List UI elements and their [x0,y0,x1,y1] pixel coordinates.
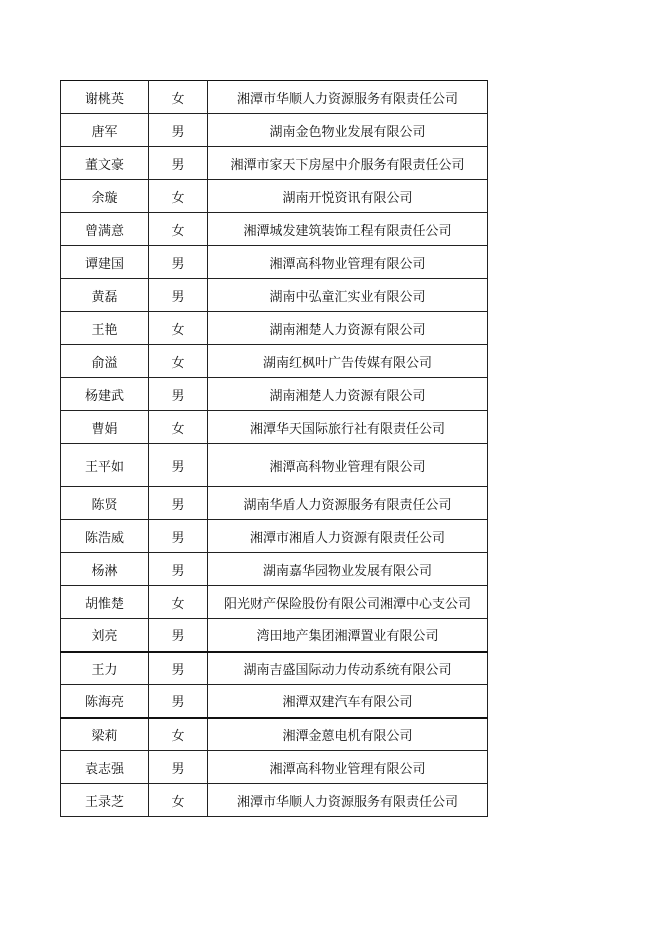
gender-cell: 男 [149,378,208,411]
gender-cell: 男 [149,487,208,520]
company-cell: 湘潭华天国际旅行社有限责任公司 [208,411,488,444]
person-name-cell: 曾满意 [61,213,149,246]
gender-cell: 女 [149,312,208,345]
person-name-cell: 曹娟 [61,411,149,444]
gender-cell: 男 [149,652,208,685]
company-cell: 湖南金色物业发展有限公司 [208,114,488,147]
table-row [61,751,488,784]
person-name-cell: 谢桃英 [61,81,149,114]
gender-cell: 男 [149,147,208,180]
company-cell: 湘潭市湘盾人力资源有限责任公司 [208,520,488,553]
gender-cell: 男 [149,114,208,147]
person-name-cell: 陈贤 [61,487,149,520]
person-name-cell: 王力 [61,652,149,685]
person-name-cell: 胡惟楚 [61,586,149,619]
table-row [61,81,488,114]
company-cell: 湘潭市家天下房屋中介服务有限责任公司 [208,147,488,180]
company-cell: 湖南吉盛国际动力传动系统有限公司 [208,652,488,685]
gender-cell: 女 [149,718,208,751]
gender-cell: 男 [149,246,208,279]
company-cell: 湘潭高科物业管理有限公司 [208,751,488,784]
person-name-cell: 董文豪 [61,147,149,180]
gender-cell: 女 [149,180,208,213]
gender-cell: 女 [149,213,208,246]
person-name-cell: 谭建国 [61,246,149,279]
company-cell: 湘潭市华顺人力资源服务有限责任公司 [208,81,488,114]
person-name-cell: 袁志强 [61,751,149,784]
person-name-cell: 王录芝 [61,784,149,817]
table-row [61,411,488,444]
company-cell: 湘潭高科物业管理有限公司 [208,246,488,279]
person-name-cell: 杨淋 [61,553,149,586]
company-cell: 湖南中弘童汇实业有限公司 [208,279,488,312]
person-name-cell: 杨建武 [61,378,149,411]
person-name-cell: 陈浩威 [61,520,149,553]
company-cell: 湾田地产集团湘潭置业有限公司 [208,619,488,652]
table-row [61,586,488,619]
person-name-cell: 黄磊 [61,279,149,312]
company-cell: 湘潭高科物业管理有限公司 [208,444,488,487]
table-row [61,652,488,685]
table-row [61,444,488,487]
person-name-cell: 梁莉 [61,718,149,751]
roster-table [60,80,488,817]
gender-cell: 男 [149,444,208,487]
table-row [61,147,488,180]
table-row [61,213,488,246]
gender-cell: 男 [149,553,208,586]
company-cell: 湖南湘楚人力资源有限公司 [208,312,488,345]
company-cell: 湖南嘉华园物业发展有限公司 [208,553,488,586]
person-name-cell: 刘亮 [61,619,149,652]
gender-cell: 女 [149,411,208,444]
company-cell: 湖南红枫叶广告传媒有限公司 [208,345,488,378]
roster-table-body [61,81,488,817]
gender-cell: 男 [149,619,208,652]
company-cell: 湖南湘楚人力资源有限公司 [208,378,488,411]
table-row [61,718,488,751]
company-cell: 湘潭金蒽电机有限公司 [208,718,488,751]
table-row [61,378,488,411]
person-name-cell: 唐军 [61,114,149,147]
person-name-cell: 余璇 [61,180,149,213]
company-cell: 湘潭城发建筑装饰工程有限责任公司 [208,213,488,246]
table-row [61,114,488,147]
person-name-cell: 王艳 [61,312,149,345]
gender-cell: 女 [149,345,208,378]
table-row [61,345,488,378]
company-cell: 湘潭双建汽车有限公司 [208,685,488,718]
gender-cell: 女 [149,81,208,114]
gender-cell: 男 [149,751,208,784]
table-row [61,312,488,345]
table-row [61,520,488,553]
table-row [61,180,488,213]
company-cell: 湖南华盾人力资源服务有限责任公司 [208,487,488,520]
person-name-cell: 俞溢 [61,345,149,378]
table-row [61,685,488,718]
table-row [61,487,488,520]
table-row [61,619,488,652]
person-name-cell: 陈海亮 [61,685,149,718]
company-cell: 阳光财产保险股份有限公司湘潭中心支公司 [208,586,488,619]
gender-cell: 女 [149,586,208,619]
company-cell: 湘潭市华顺人力资源服务有限责任公司 [208,784,488,817]
gender-cell: 男 [149,520,208,553]
gender-cell: 男 [149,685,208,718]
table-row [61,784,488,817]
person-name-cell: 王平如 [61,444,149,487]
table-row [61,246,488,279]
table-row [61,279,488,312]
gender-cell: 女 [149,784,208,817]
company-cell: 湖南开悦资讯有限公司 [208,180,488,213]
table-row [61,553,488,586]
gender-cell: 男 [149,279,208,312]
